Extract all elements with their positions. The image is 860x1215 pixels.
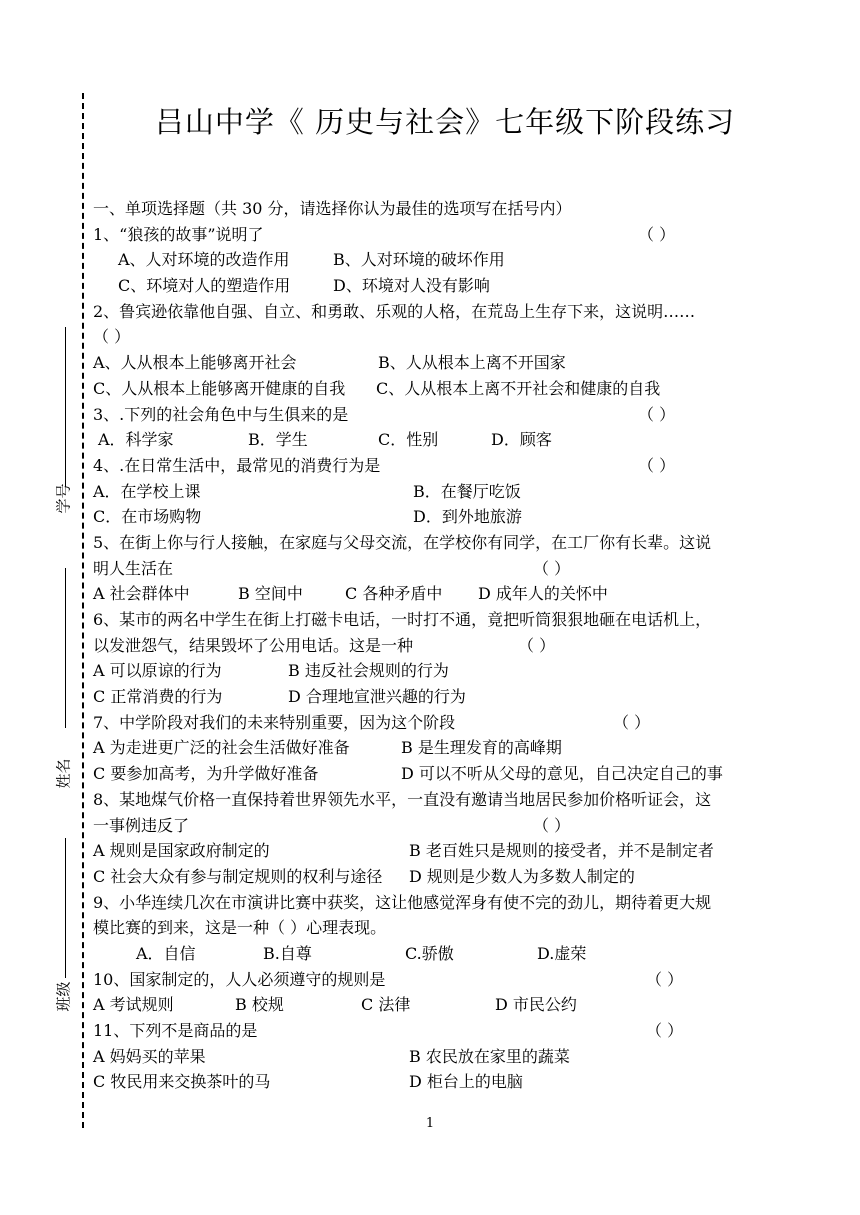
options-row	[93, 581, 773, 607]
question-6: 6、某市的两名中学生在街上打磁卡电话，一时打不通，竟把听筒狠狠地砸在电话机上，	[93, 610, 712, 629]
options-row	[93, 992, 773, 1018]
question-stem: 3、.下列的社会角色中与生俱来的是	[93, 404, 349, 424]
answer-blank: （ ）	[646, 969, 684, 989]
answer-blank: （ ）	[518, 635, 556, 655]
option-b: B 是生理发育的高峰期	[401, 738, 562, 758]
page-title: 吕山中学《 历史与社会》七年级下阶段练习	[154, 105, 736, 139]
option-a: A 规则是国家政府制定的	[93, 841, 270, 861]
page-number: 1	[425, 1116, 435, 1131]
option-b: B 农民放在家里的蔬菜	[409, 1046, 570, 1066]
answer-blank-row	[93, 324, 773, 350]
options-row	[93, 376, 773, 402]
option-b: B 校规	[235, 995, 284, 1015]
option-b: B．在餐厅吃饭	[413, 481, 521, 501]
answer-blank: （ ）	[533, 558, 571, 578]
answer-blank: （ ）	[646, 1021, 684, 1040]
banji-underline	[65, 838, 66, 978]
option-c: C．性别	[378, 430, 439, 450]
option-a: A、人对环境的改造作用	[118, 250, 290, 270]
option-d: D．顾客	[491, 430, 552, 450]
answer-blank: （ ）	[638, 455, 676, 475]
options-row	[93, 350, 773, 376]
option-a: A 社会群体中	[93, 584, 190, 604]
option-c: C．在市场购物	[93, 507, 202, 527]
xuehao-underline	[65, 327, 66, 487]
question-1	[93, 222, 773, 248]
option-b: B、人对环境的破坏作用	[333, 250, 505, 270]
xingming-underline	[65, 568, 66, 728]
xuehao-label: 学号	[54, 483, 73, 514]
option-b: B 空间中	[238, 584, 303, 604]
option-d: D 柜台上的电脑	[409, 1072, 523, 1092]
option-b: B.自尊	[263, 943, 312, 963]
option-d: D 合理地宣泄兴趣的行为	[288, 687, 466, 707]
option-d: D．到外地旅游	[413, 507, 522, 527]
options-row	[93, 684, 773, 710]
answer-blank: （ ）	[533, 815, 571, 835]
options-row	[93, 658, 773, 684]
options-row	[93, 427, 773, 453]
option-b: B、人从根本上离不开国家	[378, 353, 566, 373]
option-c: C 法律	[361, 995, 411, 1015]
option-c: C 各种矛盾中	[345, 584, 443, 604]
question-6-cont	[93, 633, 773, 659]
question-stem: 7、中学阶段对我们的未来特别重要，因为这个阶段	[93, 712, 456, 732]
option-b: B 违反社会规则的行为	[288, 661, 449, 681]
binding-dashed-line	[82, 93, 84, 1128]
answer-blank: （ ）	[613, 712, 651, 732]
option-c: C 要参加高考，为升学做好准备	[93, 764, 319, 784]
option-d: D、环境对人没有影响	[333, 276, 490, 296]
option-d: D 成年人的关怀中	[478, 584, 608, 604]
option-d: D 市民公约	[495, 995, 577, 1015]
answer-blank: （ ）	[93, 327, 131, 347]
option-c: C 正常消费的行为	[93, 687, 223, 707]
question-10	[93, 967, 773, 993]
option-c: C 牧民用来交换茶叶的马	[93, 1072, 271, 1092]
options-row	[93, 1069, 773, 1095]
question-8-cont	[93, 813, 773, 839]
options-row	[93, 941, 773, 967]
option-d: D 可以不听从父母的意见，自己决定自己的事	[401, 764, 723, 784]
option-d: D 规则是少数人为多数人制定的	[409, 866, 635, 886]
options-row	[93, 273, 773, 299]
question-stem: 以发泄怨气，结果毁坏了公用电话。这是一种	[93, 635, 414, 655]
question-4	[93, 453, 773, 479]
question-stem: 明人生活在	[93, 558, 174, 578]
option-a: A．自信	[136, 943, 196, 963]
question-8: 8、某地煤气价格一直保持着世界领先水平，一直没有邀请当地居民参加价格听证会，这	[93, 789, 712, 809]
option-a: A．科学家	[98, 430, 174, 450]
option-b: B 老百姓只是规则的接受者，并不是制定者	[409, 841, 714, 861]
options-row	[93, 761, 773, 787]
options-row	[93, 247, 773, 273]
option-c: C 社会大众有参与制定规则的权利与途径	[93, 866, 383, 886]
option-a: A 考试规则	[93, 995, 174, 1015]
option-a: A 为走进更广泛的社会生活做好准备	[93, 738, 350, 758]
question-7	[93, 710, 773, 736]
option-a: A、人从根本上能够离开社会	[93, 353, 297, 373]
question-list	[93, 196, 773, 1095]
question-5-cont	[93, 556, 773, 582]
question-stem: 1、“狼孩的故事”说明了	[93, 224, 264, 244]
question-stem: 10、国家制定的，人人必须遵守的规则是	[93, 969, 386, 989]
answer-blank: （ ）	[638, 404, 676, 424]
options-row	[93, 735, 773, 761]
question-5: 5、在街上你与行人接触，在家庭与父母交流，在学校你有同学，在工厂你有长辈。这说	[93, 532, 712, 552]
option-a: A 可以原谅的行为	[93, 661, 222, 681]
option-c: C.骄傲	[405, 943, 454, 963]
question-9: 9、小华连续几次在市演讲比赛中获奖，这让他感觉浑身有使不完的劲儿，期待着更大规	[93, 892, 712, 912]
xingming-label: 姓名	[54, 758, 73, 789]
question-2: 2、鲁宾逊依靠他自强、自立、和勇敢、乐观的人格，在荒岛上生存下来，这说明……	[93, 301, 696, 321]
option-a: A 妈妈买的苹果	[93, 1046, 206, 1066]
option-a: A．在学校上课	[93, 481, 201, 501]
options-row	[93, 864, 773, 890]
option-c: C、环境对人的塑造作用	[118, 276, 291, 296]
option-d: D.虚荣	[537, 943, 587, 963]
banji-label: 班级	[54, 981, 73, 1012]
question-stem: 一事例违反了	[93, 815, 190, 835]
answer-blank: （ ）	[638, 224, 676, 244]
option-d: C、人从根本上离不开社会和健康的自我	[376, 378, 661, 398]
question-stem: 4、.在日常生活中，最常见的消费行为是	[93, 455, 381, 475]
options-row	[93, 479, 773, 505]
question-3	[93, 402, 773, 428]
options-row	[93, 838, 773, 864]
question-11	[93, 1018, 773, 1044]
question-stem: 11、下列不是商品的是	[93, 1021, 258, 1040]
section-heading: 一、单项选择题（共 30 分，请选择你认为最佳的选项写在括号内）	[93, 199, 572, 218]
question-9-cont: 模比赛的到来，这是一种（ ）心理表现。	[93, 918, 387, 938]
option-b: B．学生	[248, 430, 308, 450]
options-row	[93, 504, 773, 530]
options-row	[93, 1044, 773, 1070]
option-c: C、人从根本上能够离开健康的自我	[93, 378, 346, 398]
